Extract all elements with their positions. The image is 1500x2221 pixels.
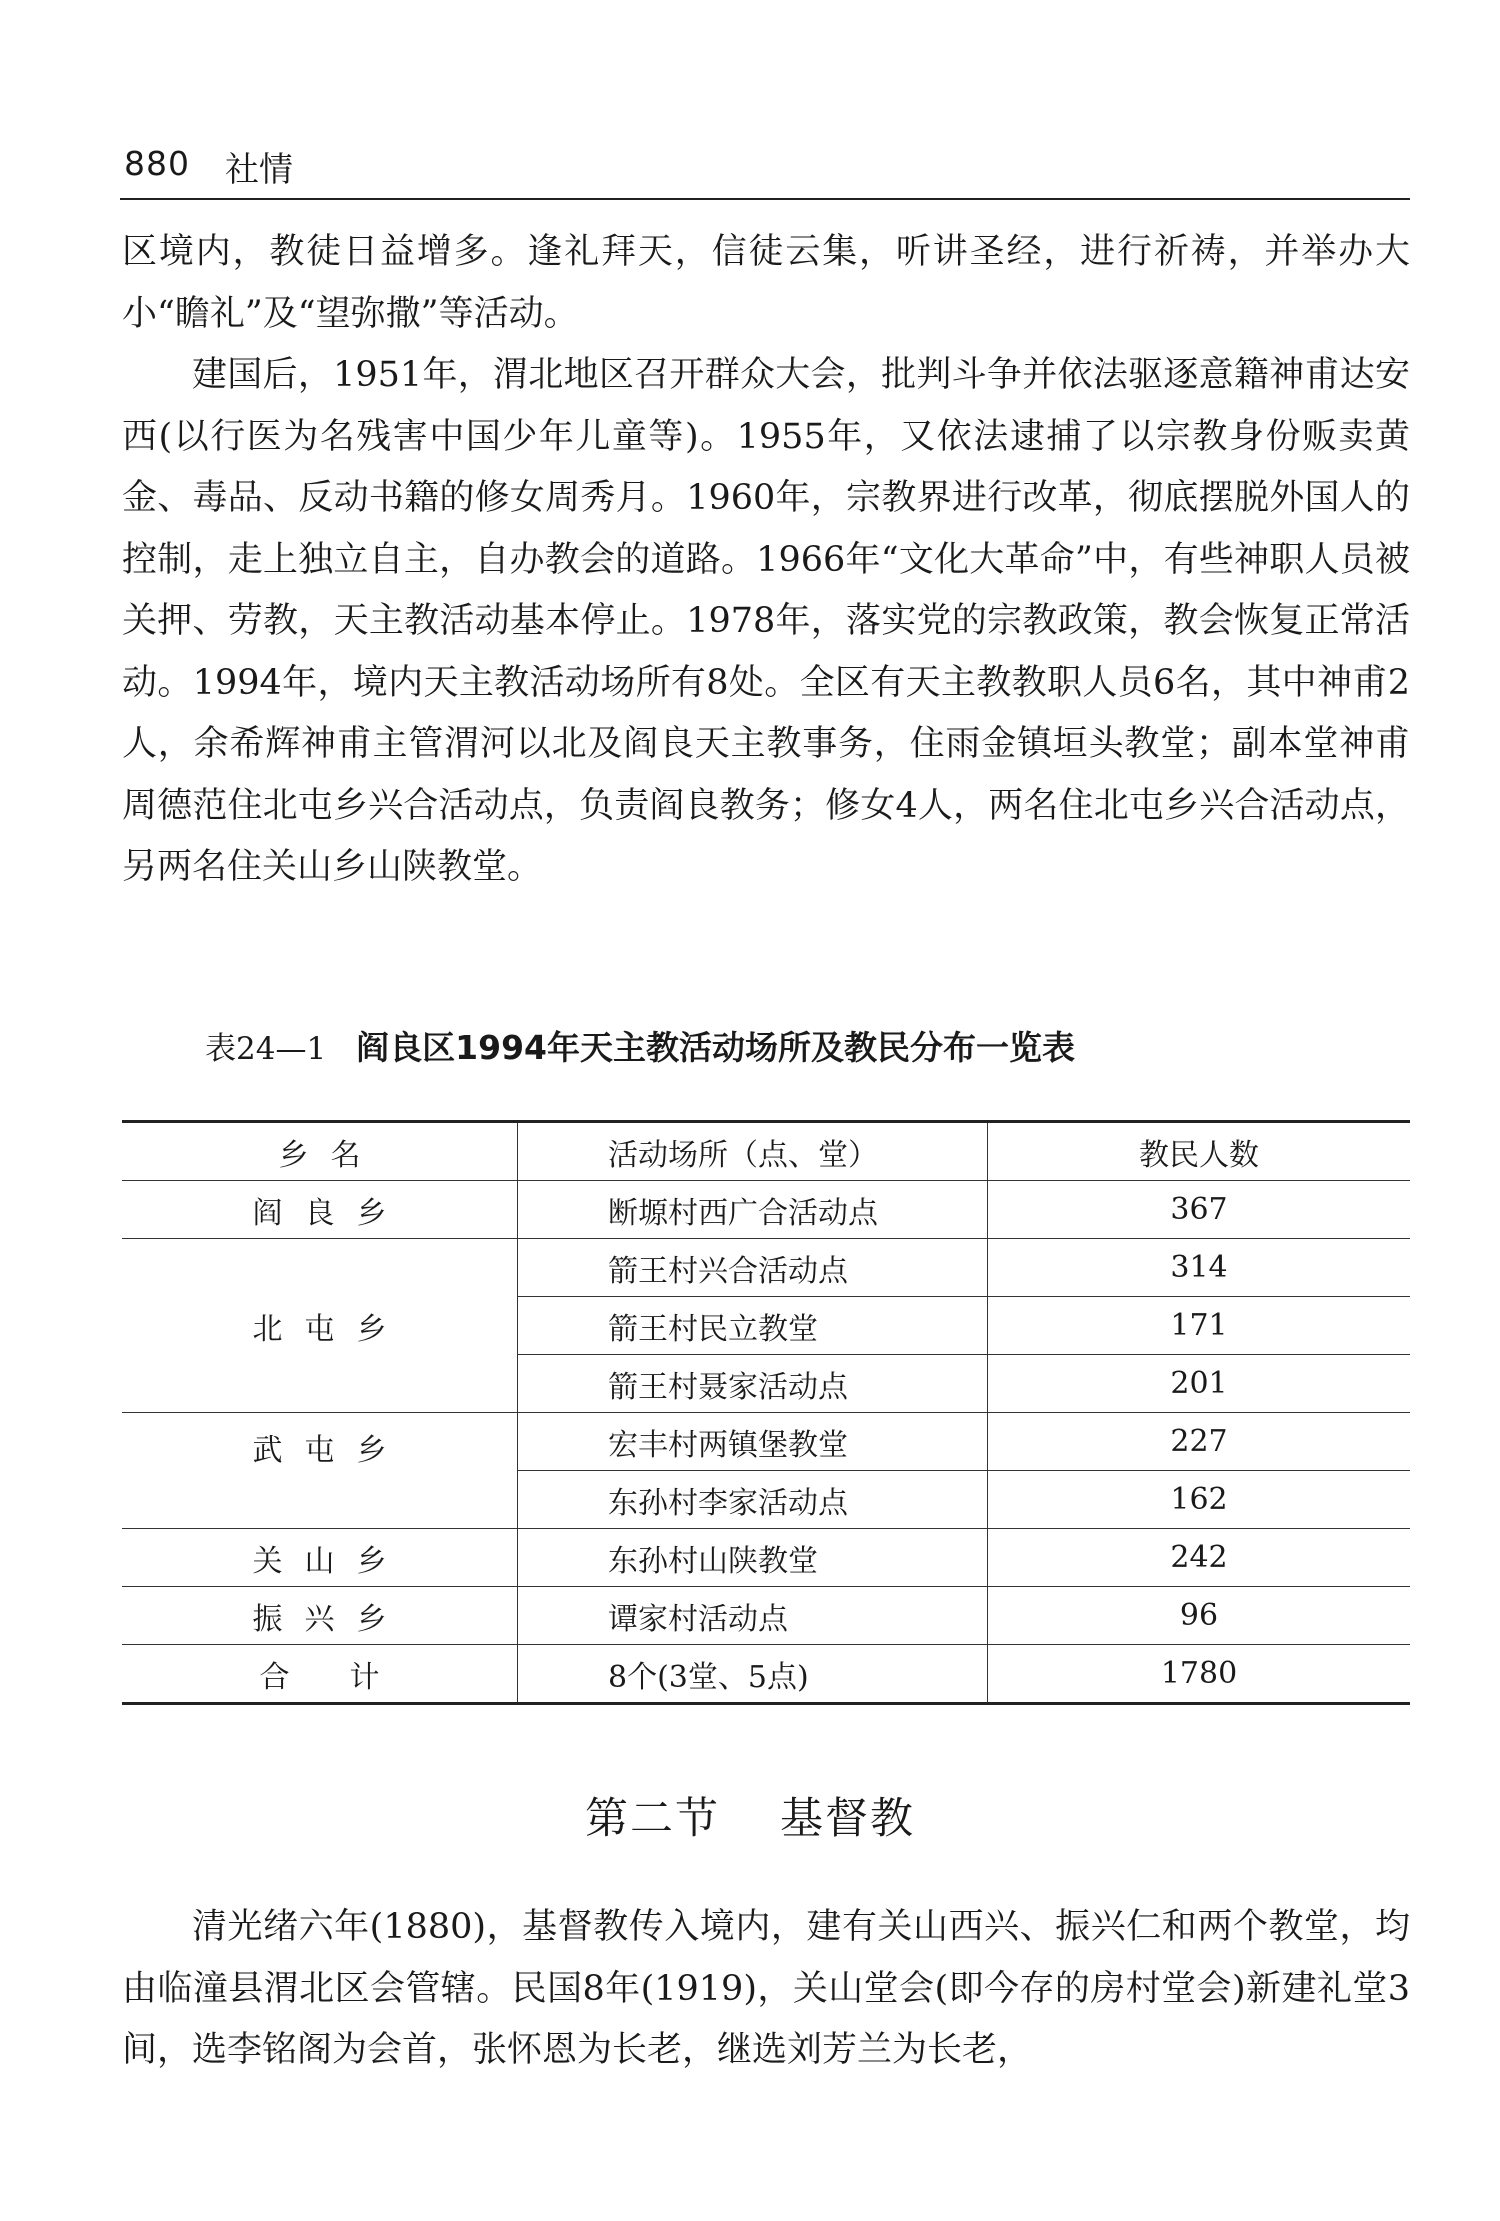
header-xiang: 乡名 (122, 1122, 518, 1181)
table-row (122, 1413, 1410, 1471)
paragraph-christianity: 清光绪六年(1880)，基督教传入境内，建有关山西兴、振兴仁和两个教堂，均由临潼县渭北区会管辖。民国8年(1919)，关山堂会(即今存的房村堂会)新建礼堂3间，选李铭阁为会首，张怀恩为长老，继选刘芳兰为长老， (122, 1907, 1410, 2070)
section-heading (0, 1785, 1500, 1846)
table-header-row (122, 1122, 1410, 1181)
cell-site: 箭王村聂家活动点 (518, 1355, 988, 1413)
cell-xiang: 武屯乡 (122, 1413, 518, 1529)
cell-site: 谭家村活动点 (518, 1587, 988, 1645)
cell-count: 162 (988, 1471, 1411, 1529)
cell-count: 171 (988, 1297, 1411, 1355)
table-row (122, 1181, 1410, 1239)
cell-xiang: 北屯乡 (122, 1239, 518, 1413)
cell-site: 断塬村西广合活动点 (518, 1181, 988, 1239)
cell-site: 宏丰村两镇堡教堂 (518, 1413, 988, 1471)
cell-xiang: 关山乡 (122, 1529, 518, 1587)
cell-count: 201 (988, 1355, 1411, 1413)
cell-count: 367 (988, 1181, 1411, 1239)
cell-site: 箭王村兴合活动点 (518, 1239, 988, 1297)
running-title: 社情 (225, 150, 293, 190)
page-header (120, 136, 1410, 200)
table-caption (205, 1022, 1075, 1069)
page-number: 880 (124, 144, 190, 183)
cell-site: 东孙村山陕教堂 (518, 1529, 988, 1587)
cell-count: 314 (988, 1239, 1411, 1297)
cell-count: 242 (988, 1529, 1411, 1587)
cell-count: 227 (988, 1413, 1411, 1471)
cell-site: 箭王村民立教堂 (518, 1297, 988, 1355)
cell-xiang: 振兴乡 (122, 1587, 518, 1645)
table-row (122, 1529, 1410, 1587)
cell-xiang-total: 合计 (122, 1645, 518, 1704)
header-count: 教民人数 (988, 1122, 1411, 1181)
cell-count: 96 (988, 1587, 1411, 1645)
table-total-row (122, 1645, 1410, 1704)
table-row (122, 1239, 1410, 1297)
table-caption-number: 表24—1 (205, 1031, 327, 1067)
paragraph-continuation: 区境内，教徒日益增多。逢礼拜天，信徒云集，听讲圣经，进行祈祷，并举办大小“瞻礼”及“望弥撒”等活动。 (122, 232, 1410, 334)
distribution-table (122, 1120, 1410, 1705)
cell-xiang: 阎良乡 (122, 1181, 518, 1239)
table-caption-title: 阎良区1994年天主教活动场所及教民分布一览表 (356, 1028, 1076, 1067)
header-site: 活动场所（点、堂） (518, 1122, 988, 1181)
table-row (122, 1587, 1410, 1645)
cell-count-total: 1780 (988, 1645, 1411, 1704)
section-number: 第二节 (585, 1794, 720, 1844)
section-title: 基督教 (780, 1794, 915, 1844)
cell-site: 东孙村李家活动点 (518, 1471, 988, 1529)
paragraph-post-1949: 建国后，1951年，渭北地区召开群众大会，批判斗争并依法驱逐意籍神甫达安西(以行医为名残害中国少年儿童等)。1955年，又依法逮捕了以宗教身份贩卖黄金、毒品、反动书籍的修女周秀月。1960年，宗教界进行改革，彻底摆脱外国人的控制，走上独立自主，自办教会的道路。1966年“文化大革命”中，有些神职人员被关押、劳教，天主教活动基本停止。1978年，落实党的宗教政策，教会恢复正常活动。1994年，境内天主教活动场所有8处。全区有天主教教职人员6名，其中神甫2人，余希辉神甫主管渭河以北及阎良天主教事务，住雨金镇垣头教堂；副本堂神甫周德范住北屯乡兴合活动点，负责阎良教务；修女4人，两名住北屯乡兴合活动点，另两名住关山乡山陕教堂。 (122, 355, 1410, 887)
cell-site-total: 8个(3堂、5点) (518, 1645, 988, 1704)
